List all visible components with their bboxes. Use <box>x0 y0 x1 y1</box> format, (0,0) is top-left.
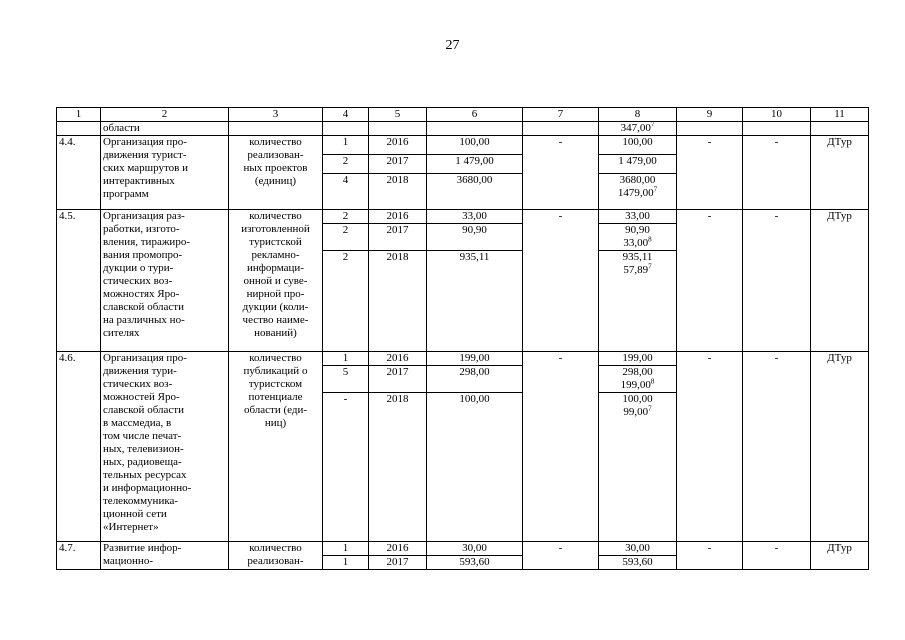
name-line: ских маршрутов и <box>103 162 188 174</box>
cell-year: 2017 <box>369 366 427 393</box>
cell-value: 5 <box>323 366 369 393</box>
header-cell: 1 <box>57 108 101 122</box>
cell-c9: - <box>677 542 743 570</box>
header-row <box>57 108 869 122</box>
cell-c10: - <box>743 352 811 542</box>
cell-c9: - <box>677 352 743 542</box>
indicator-line: области (еди- <box>243 404 308 416</box>
cell-indicator <box>229 136 323 210</box>
cell-total: 347,00$^7$ <box>599 122 677 136</box>
cell-year: 2017 <box>369 154 427 173</box>
indicator-line: изготовленной <box>241 223 310 235</box>
cell-num: 4.6. <box>57 352 101 542</box>
cell-name <box>101 136 229 210</box>
cell-total: 1 479,00 <box>599 154 677 173</box>
indicator-line: туристской <box>249 236 302 248</box>
indicator-line: количество <box>249 542 302 554</box>
cell-value: 2 <box>323 210 369 224</box>
cell-year: 2016 <box>369 210 427 224</box>
cell-indicator <box>229 210 323 352</box>
program-table <box>56 107 869 570</box>
cell-amount: 199,00 <box>427 352 523 366</box>
indicator-line: количество <box>249 210 302 222</box>
header-cell: 4 <box>323 108 369 122</box>
cell-executor: ДТур <box>811 136 869 210</box>
indicator-line: дукции (коли- <box>242 301 309 313</box>
cell-num: 4.7. <box>57 542 101 570</box>
cell-total: 100,00 99,00$^7$ <box>599 393 677 542</box>
cell-year: 2016 <box>369 542 427 556</box>
indicator-line: онной и суве- <box>243 275 308 287</box>
cell-c7: - <box>523 136 599 210</box>
name-line: движения турист- <box>103 149 187 161</box>
header-cell: 3 <box>229 108 323 122</box>
name-line: сителях <box>103 327 140 339</box>
cell-year: 2018 <box>369 393 427 542</box>
cell-amount: 90,90 <box>427 224 523 251</box>
cell-value: 2 <box>323 154 369 173</box>
name-line: вления, тиражиро- <box>103 236 190 248</box>
cell-amount: 100,00 <box>427 393 523 542</box>
cell-c9: - <box>677 210 743 352</box>
header-cell: 2 <box>101 108 229 122</box>
cell-total: 593,60 <box>599 556 677 570</box>
page-number: 27 <box>445 38 460 53</box>
cell-c10: - <box>743 542 811 570</box>
cell-value: 2 <box>323 251 369 352</box>
cell-total: 90,90 33,00$^8$ <box>599 224 677 251</box>
cell-c7: - <box>523 210 599 352</box>
cell-num: 4.4. <box>57 136 101 210</box>
cell-value: - <box>323 393 369 542</box>
table-row-4-7 <box>57 542 869 556</box>
indicator-line: (единиц) <box>254 175 297 187</box>
table-row-4-6 <box>57 352 869 366</box>
cell-year: 2016 <box>369 352 427 366</box>
cell-name <box>101 352 229 542</box>
indicator-line: реализован- <box>247 555 304 567</box>
indicator-line: реализован- <box>247 149 304 161</box>
name-line: славской области <box>103 404 184 416</box>
indicator-line: публикаций о <box>243 365 308 377</box>
cell-value: 1 <box>323 352 369 366</box>
name-line: тельных ресурсах <box>103 469 187 481</box>
name-line: работки, изгото- <box>103 223 180 235</box>
cell-c7: - <box>523 352 599 542</box>
indicator-line: потенциале <box>248 391 303 403</box>
cell-amount: 33,00 <box>427 210 523 224</box>
cell-executor: ДТур <box>811 352 869 542</box>
cell-c10: - <box>743 136 811 210</box>
indicator-line: ниц) <box>264 417 287 429</box>
header-cell: 10 <box>743 108 811 122</box>
indicator-line: количество <box>249 352 302 364</box>
cell-indicator <box>229 352 323 542</box>
name-line: Организация про- <box>103 352 187 364</box>
cell-year: 2016 <box>369 136 427 155</box>
cell-c7: - <box>523 542 599 570</box>
name-line: мационно- <box>103 555 153 567</box>
cell-amount: 298,00 <box>427 366 523 393</box>
cell-amount: 593,60 <box>427 556 523 570</box>
indicator-line: ных проектов <box>243 162 308 174</box>
cell-amount: 100,00 <box>427 136 523 155</box>
name-line: ных, телевизион- <box>103 443 184 455</box>
indicator-line: количество <box>249 136 302 148</box>
cell-total: 100,00 <box>599 136 677 155</box>
indicator-line: туристском <box>248 378 303 390</box>
name-line: Организация раз- <box>103 210 185 222</box>
cell-value: 1 <box>323 136 369 155</box>
indicator-line: нований) <box>254 327 297 339</box>
name-line: том числе печат- <box>103 430 182 442</box>
cell-total: 935,11 57,89$^7$ <box>599 251 677 352</box>
cell-indicator <box>229 542 323 570</box>
name-line: ционной сети <box>103 508 167 520</box>
cell-name: области <box>101 122 229 136</box>
indicator-line: рекламно- <box>251 249 300 261</box>
cell-value: 2 <box>323 224 369 251</box>
header-cell: 8 <box>599 108 677 122</box>
header-cell: 9 <box>677 108 743 122</box>
name-line: можностей Яро- <box>103 391 180 403</box>
name-line: на различных но- <box>103 314 185 326</box>
name-line: стических воз- <box>103 378 173 390</box>
indicator-line: информаци- <box>247 262 304 274</box>
name-line: телекоммуника- <box>103 495 179 507</box>
name-line: Организация про- <box>103 136 187 148</box>
name-line: ных, радиовеща- <box>103 456 182 468</box>
cell-amount: 935,11 <box>427 251 523 352</box>
cell-value: 1 <box>323 542 369 556</box>
name-line: и информационно- <box>103 482 192 494</box>
cell-value: 1 <box>323 556 369 570</box>
header-cell: 11 <box>811 108 869 122</box>
header-cell: 6 <box>427 108 523 122</box>
cell-name <box>101 210 229 352</box>
cell-amount: 3680,00 <box>427 173 523 209</box>
cell-total: 30,00 <box>599 542 677 556</box>
name-line: славской области <box>103 301 184 313</box>
cell-executor: ДТур <box>811 210 869 352</box>
cell-executor: ДТур <box>811 542 869 570</box>
cell-year: 2018 <box>369 251 427 352</box>
indicator-line: нирной про- <box>246 288 305 300</box>
cell-c9: - <box>677 136 743 210</box>
name-line: интерактивных <box>103 175 175 187</box>
name-line: стических воз- <box>103 275 173 287</box>
table-row-4-4 <box>57 136 869 155</box>
cell-name <box>101 542 229 570</box>
name-line: программ <box>103 188 149 200</box>
cell-total: 199,00 <box>599 352 677 366</box>
cell-year: 2018 <box>369 173 427 209</box>
cell-value: 4 <box>323 173 369 209</box>
table-row-4-5 <box>57 210 869 224</box>
table-row <box>57 122 869 136</box>
name-line: можностях Яро- <box>103 288 180 300</box>
name-line: дукции о тури- <box>103 262 174 274</box>
name-line: Развитие инфор- <box>103 542 182 554</box>
cell-c10: - <box>743 210 811 352</box>
cell-total: 3680,00 1479,00$^7$ <box>599 173 677 209</box>
cell-total: 33,00 <box>599 210 677 224</box>
cell-total: 298,00 199,00$^8$ <box>599 366 677 393</box>
header-cell: 7 <box>523 108 599 122</box>
cell-num: 4.5. <box>57 210 101 352</box>
header-cell: 5 <box>369 108 427 122</box>
indicator-line: чество наиме- <box>242 314 309 326</box>
cell-year: 2017 <box>369 224 427 251</box>
name-line: вания промопро- <box>103 249 183 261</box>
name-line: в массмедиа, в <box>103 417 172 429</box>
cell-year: 2017 <box>369 556 427 570</box>
cell-amount: 1 479,00 <box>427 154 523 173</box>
cell-amount: 30,00 <box>427 542 523 556</box>
name-line: движения тури- <box>103 365 177 377</box>
name-line: «Интернет» <box>103 521 159 533</box>
